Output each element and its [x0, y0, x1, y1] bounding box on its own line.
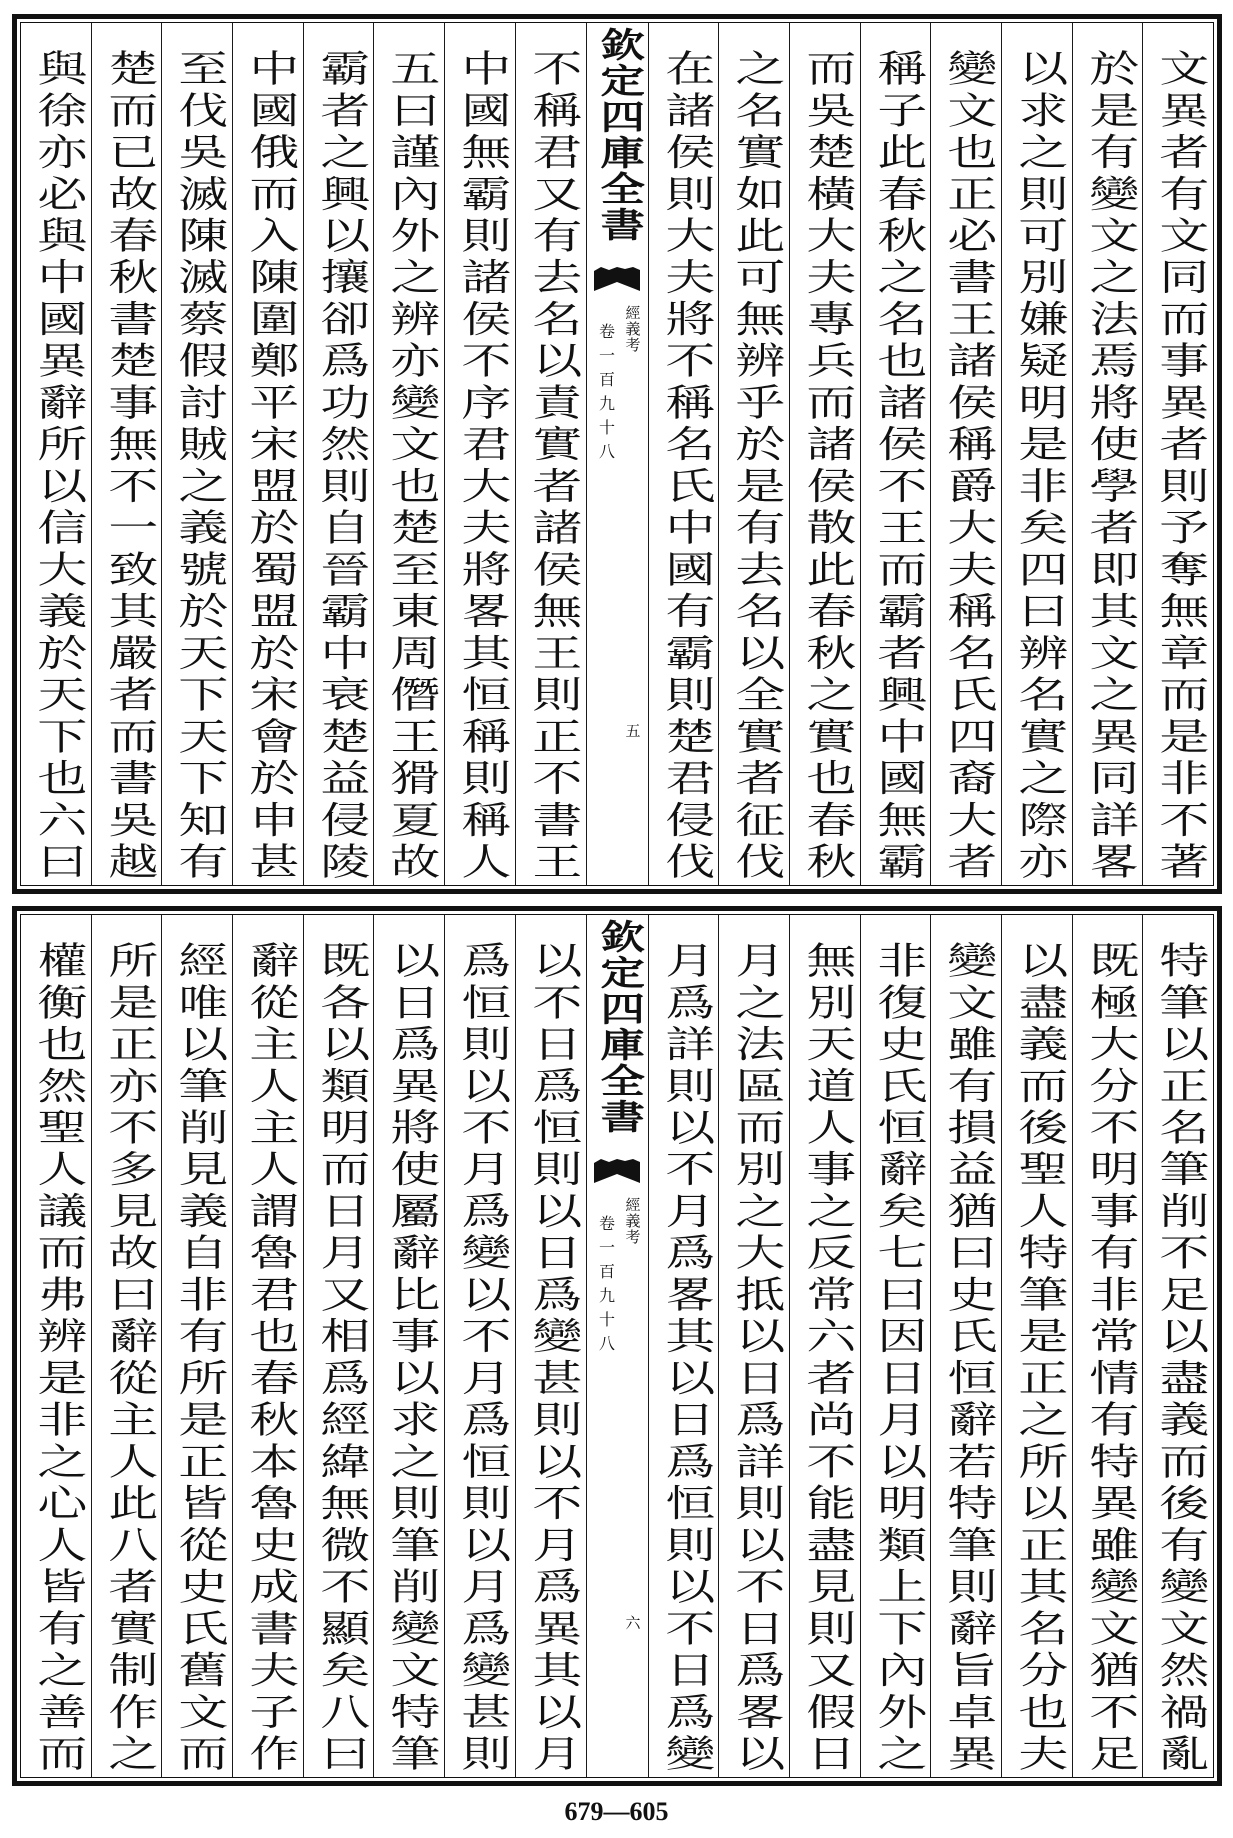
column-text: 既各以類明而日月又相爲經緯無微不顯矣八曰 — [311, 941, 370, 1771]
volume-number: 卷一百九十八 — [596, 323, 616, 467]
column-text: 中國無霸則諸侯不序君大夫將畧其恒稱則稱人 — [452, 49, 511, 879]
column-text: 於是有變文之法焉將使學者即其文之異同詳畧 — [1080, 49, 1139, 879]
page-number: 六 — [623, 1615, 642, 1630]
text-column — [649, 915, 720, 1777]
book-title: 欽定四庫全書 — [591, 27, 644, 241]
column-text: 所是正亦不多見故曰辭從主人此八者實制作之 — [99, 941, 158, 1771]
fishtail-ornament — [594, 1159, 640, 1183]
column-text: 在諸侯則大夫將不稱名氏中國有霸則楚君侵伐 — [656, 49, 715, 879]
column-text: 霸者之興以攘卻爲功然則自晉霸中衰楚益侵陵 — [311, 49, 370, 879]
page-number: 五 — [623, 723, 642, 738]
book-title: 欽定四庫全書 — [591, 919, 644, 1133]
page-frame — [20, 22, 1214, 886]
column-text: 以不日爲恒則以日爲變甚則以不月爲異其以月 — [523, 941, 582, 1771]
volume-number: 卷一百九十八 — [596, 1215, 616, 1359]
column-row — [21, 23, 1213, 885]
column-text: 變文雖有損益猶曰史氏恒辭若特筆則辭旨卓異 — [938, 941, 997, 1771]
text-column — [649, 23, 720, 885]
fishtail-ornament — [594, 267, 640, 291]
column-text: 權衡也然聖人議而弗辨是非之心人皆有之善而 — [28, 941, 87, 1771]
page-panel — [12, 14, 1222, 894]
column-text: 五曰謹內外之辨亦變文也楚至東周僭王猾夏故 — [382, 49, 441, 879]
column-text: 楚而已故春秋書楚事無不一致其嚴者而書吳越 — [99, 49, 158, 879]
column-text: 爲恒則以不月爲變以不月爲恒則以月爲變甚則 — [452, 941, 511, 1771]
text-column — [21, 23, 92, 885]
column-text: 之名實如此可無辨乎於是有去名以全實者征伐 — [726, 49, 785, 879]
column-text: 特筆以正名筆削不足以盡義而後有變文然禍亂 — [1150, 941, 1209, 1771]
text-column — [21, 915, 92, 1777]
column-text: 既極大分不明事有非常情有特異雖變文猶不足 — [1080, 941, 1139, 1771]
column-text: 稱子此春秋之名也諸侯不王而霸者興中國無霸 — [868, 49, 927, 879]
column-text: 而吳楚橫大夫專兵而諸侯散此春秋之實也春秋 — [797, 49, 856, 879]
sheet-number: 679—605 — [564, 1797, 669, 1826]
column-text: 無別天道人事之反常六者尚不能盡見則又假日 — [797, 941, 856, 1771]
column-text: 變文也正必書王諸侯稱爵大夫稱名氏四裔大者 — [938, 49, 997, 879]
page-frame — [20, 914, 1214, 1778]
column-text: 月之法區而別之大抵以日爲詳則以不日爲畧以 — [726, 941, 785, 1771]
column-text: 非復史氏恒辭矣七曰因日月以明類上下內外之 — [868, 941, 927, 1771]
column-text: 中國俄而入陳圍鄭平宋盟於蜀盟於宋會於申甚 — [240, 49, 299, 879]
work-title: 經義考 — [623, 305, 642, 353]
column-row — [21, 915, 1213, 1777]
column-text: 經唯以筆削見義自非有所是正皆從史氏舊文而 — [170, 941, 229, 1771]
column-text: 與徐亦必與中國異辭所以信大義於天下也六曰 — [28, 49, 87, 879]
column-text: 以盡義而後聖人特筆是正之所以正其名分也夫 — [1009, 941, 1068, 1771]
page-panel — [12, 906, 1222, 1786]
column-text: 辭從主人主人謂魯君也春秋本魯史成書夫子作 — [240, 941, 299, 1771]
column-text: 至伐吳滅陳滅蔡假討賊之義號於天下天下知有 — [170, 49, 229, 879]
column-text: 以日爲異將使屬辭比事以求之則筆削變文特筆 — [382, 941, 441, 1771]
column-text: 文異者有文同而事異者則予奪無章而是非不著 — [1150, 49, 1209, 879]
column-text: 不稱君又有去名以責實者諸侯無王則正不書王 — [523, 49, 582, 879]
column-text: 月爲詳則以不月爲畧其以日爲恒則以不日爲變 — [656, 941, 715, 1771]
work-title: 經義考 — [623, 1197, 642, 1245]
column-text: 以求之則可別嫌疑明是非矣四曰辨名實之際亦 — [1009, 49, 1068, 879]
